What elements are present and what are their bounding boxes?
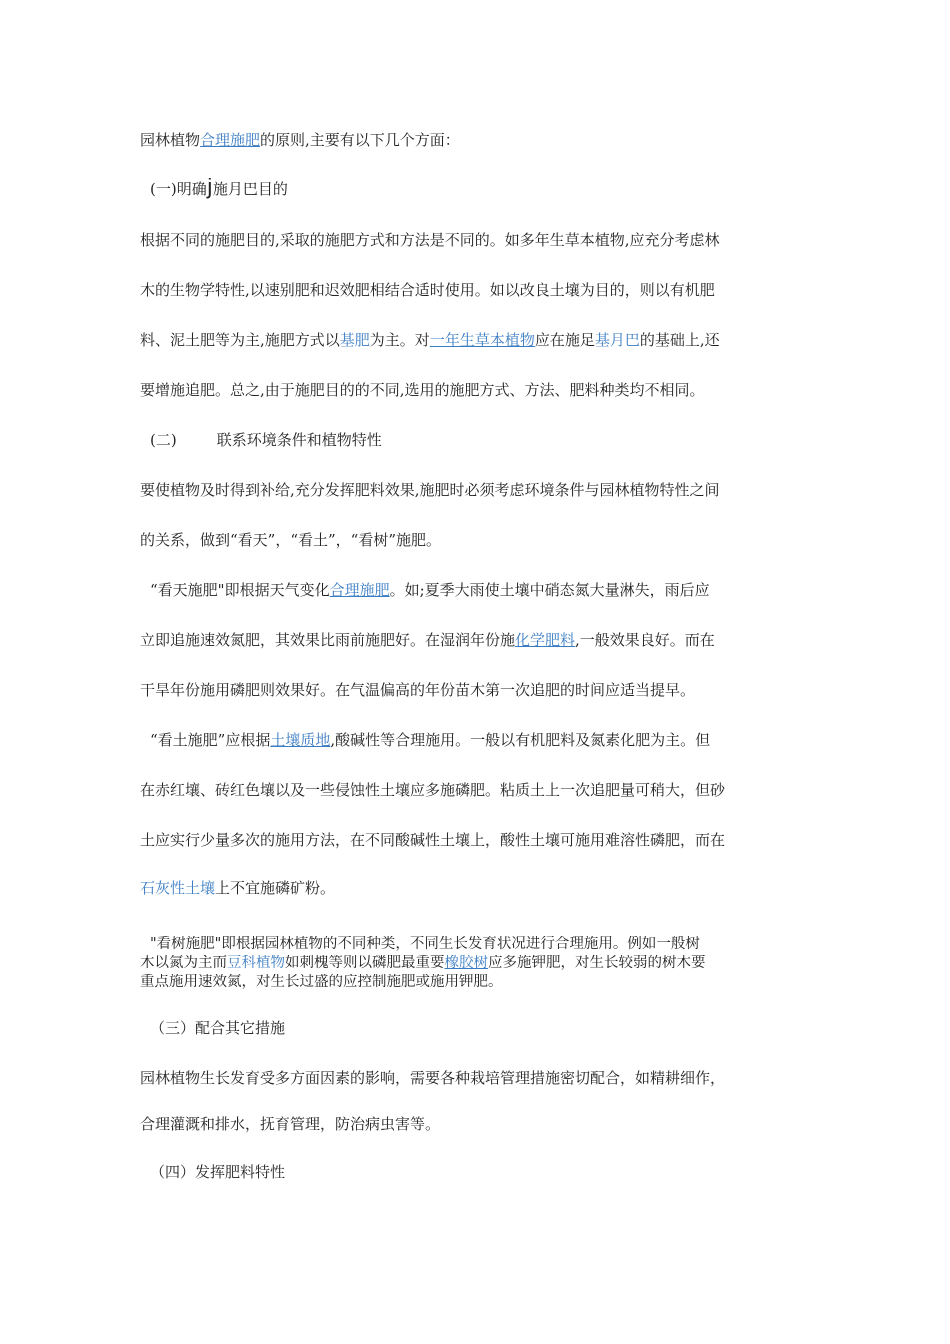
paragraph-4-line-4: 石灰性土壤上不宜施磷矿粉。 <box>140 879 336 897</box>
section-heading-2: (二) 联系环境条件和植物特性 <box>150 431 382 449</box>
paragraph-6-line-2: 合理灌溉和排水，抚育管理，防治病虫害等。 <box>140 1115 441 1133</box>
paragraph-5-line-1: "看树施肥"即根据园林植物的不同种类，不同生长发育状况进行合理施用。例如一般树 <box>150 936 700 952</box>
paragraph-2-line-1: 要使植物及时得到补给,充分发挥肥料效果,施肥时必须考虑环境条件与园林植物特性之间 <box>140 481 720 499</box>
paragraph-1-line-3: 料、泥土肥等为主,施肥方式以基肥为主。对一年生草本植物应在施足基月巴的基础上,还 <box>140 331 720 349</box>
section-heading-3: （三）配合其它措施 <box>150 1019 286 1037</box>
paragraph-1-line-1: 根据不同的施肥目的,采取的施肥方式和方法是不同的。如多年生草本植物,应充分考虑林 <box>140 231 720 249</box>
paragraph-2-line-2: 的关系，做到“看天”，“看土”，“看树”施肥。 <box>140 531 442 549</box>
paragraph-4-line-3: 土应实行少量多次的施用方法，在不同酸碱性土壤上，酸性土壤可施用难溶性磷肥，而在 <box>140 831 726 849</box>
paragraph-1-line-4: 要增施追肥。总之,由于施肥目的的不同,选用的施肥方式、方法、肥料种类均不相同。 <box>140 381 705 399</box>
link-shihuixing-turang[interactable]: 石灰性土壤 <box>140 879 216 897</box>
intro-line: 园林植物合理施肥的原则,主要有以下几个方面： <box>140 131 460 149</box>
link-heli-shifei-2[interactable]: 合理施肥 <box>329 581 390 599</box>
paragraph-5-line-3: 重点施用速效氮，对生长过盛的应控制施肥或施用钾肥。 <box>140 974 503 990</box>
paragraph-1-line-2: 木的生物学特性,以速别肥和迟效肥相结合适时使用。如以改良土壤为目的，则以有机肥 <box>140 281 715 299</box>
link-turang-zhidi[interactable]: 土壤质地 <box>270 731 331 749</box>
link-hefi-shifei[interactable]: 合理施肥 <box>200 131 261 149</box>
section-heading-4: （四）发挥肥料特性 <box>150 1163 286 1181</box>
paragraph-4-line-2: 在赤红壤、砖红色壤以及一些侵蚀性土壤应多施磷肥。粘质土上一次追肥量可稍大，但砂 <box>140 781 726 799</box>
link-xiangjiaoshu[interactable]: 橡胶树 <box>444 955 488 971</box>
paragraph-3-line-2: 立即追施速效氮肥，其效果比雨前施肥好。在湿润年份施化学肥料,一般效果良好。而在 <box>140 631 715 649</box>
paragraph-6-line-1: 园林植物生长发育受多方面因素的影响，需要各种栽培管理措施密切配合，如精耕细作， <box>140 1069 726 1087</box>
link-jifei[interactable]: 基肥 <box>339 331 370 349</box>
paragraph-5-line-2: 木以氮为主而豆科植物如刺槐等则以磷肥最重要橡胶树应多施钾肥，对生长较弱的树木要 <box>140 955 706 971</box>
link-douke-zhiwu[interactable]: 豆科植物 <box>227 955 285 971</box>
paragraph-3-line-3: 干旱年份施用磷肥则效果好。在气温偏高的年份苗木第一次追肥的时间应适当提早。 <box>140 681 696 699</box>
link-yinianshen-caoben-zhiwu[interactable]: 一年生草本植物 <box>429 331 535 349</box>
paragraph-4-line-1: “看土施肥”应根据土壤质地,酸碱性等合理施用。一般以有机肥料及氮素化肥为主。但 <box>150 731 711 749</box>
paragraph-3-line-1: “看天施肥"即根据天气变化合理施肥。如;夏季大雨使土壤中硝态氮大量淋失，雨后应 <box>150 581 710 599</box>
link-jiyueba[interactable]: 基月巴 <box>594 331 640 349</box>
section-heading-1: (一)明确j施月巴目的 <box>150 178 288 199</box>
link-huaxue-feiliao[interactable]: 化学肥料 <box>515 631 576 649</box>
